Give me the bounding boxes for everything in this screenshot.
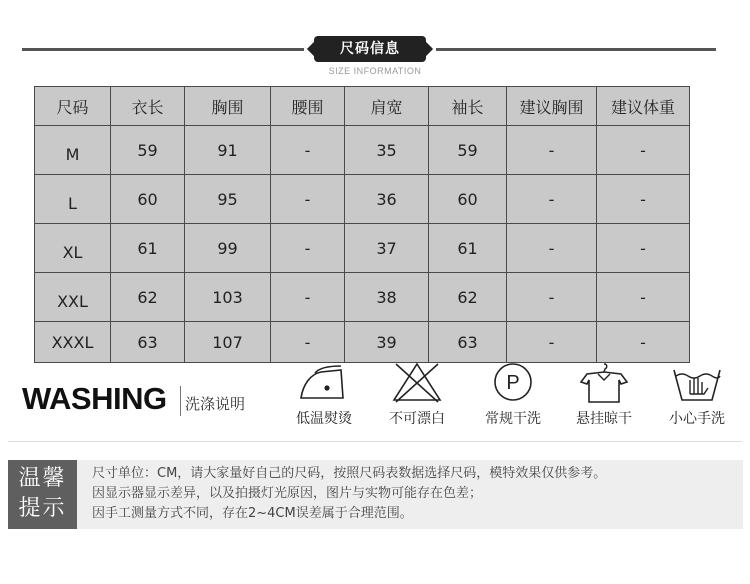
table-row xyxy=(35,322,690,363)
care-item-dry-clean xyxy=(473,360,553,428)
table-cell: 103 xyxy=(185,273,271,322)
table-cell: - xyxy=(507,273,597,322)
table-cell: 39 xyxy=(345,322,429,363)
tips-line: 尺寸单位：CM，请大家量好自己的尺码，按照尺码表数据选择尺码，模特效果仅供参考。 xyxy=(92,466,607,481)
washing-subtitle: 洗涤说明 xyxy=(185,395,246,413)
iron-low-temp-icon xyxy=(297,360,351,404)
care-item-hang-dry xyxy=(564,360,644,428)
table-cell: - xyxy=(271,273,345,322)
no-bleach-icon xyxy=(390,360,444,404)
table-cell: - xyxy=(597,322,690,363)
tips-line: 因手工测量方式不同，存在2~4CM误差属于合理范围。 xyxy=(92,506,413,521)
table-cell: - xyxy=(507,224,597,273)
table-cell: - xyxy=(271,175,345,224)
table-cell: - xyxy=(597,273,690,322)
tips-line: 因显示器显示差异，以及拍摄灯光原因，图片与实物可能存在色差； xyxy=(92,486,483,501)
table-cell: - xyxy=(597,175,690,224)
table-row xyxy=(35,175,690,224)
tips-label-line: 温馨 xyxy=(18,466,67,491)
hang-dry-icon xyxy=(577,360,631,404)
care-label: 低温熨烫 xyxy=(296,411,352,427)
table-cell: - xyxy=(271,322,345,363)
washing-title: WASHING xyxy=(22,381,167,416)
hand-wash-icon xyxy=(670,360,724,404)
table-cell: 36 xyxy=(345,175,429,224)
column-header: 胸围 xyxy=(185,87,271,126)
header-left-rule xyxy=(22,48,304,51)
size-cell: M xyxy=(35,126,111,175)
size-table xyxy=(34,86,690,363)
table-header-row xyxy=(35,87,690,126)
size-cell: XXL xyxy=(35,273,111,322)
table-cell: 60 xyxy=(111,175,185,224)
column-header: 建议胸围 xyxy=(507,87,597,126)
section-subtitle: SIZE INFORMATION xyxy=(328,66,422,76)
care-label: 小心手洗 xyxy=(669,411,725,427)
table-cell: 37 xyxy=(345,224,429,273)
tips-text xyxy=(92,464,606,524)
header-right-rule xyxy=(436,48,716,51)
table-cell: 59 xyxy=(111,126,185,175)
tips-panel xyxy=(8,460,743,529)
care-item-no-bleach xyxy=(377,360,457,428)
table-cell: 61 xyxy=(111,224,185,273)
table-cell: 62 xyxy=(111,273,185,322)
tips-label xyxy=(8,460,77,529)
table-cell: 60 xyxy=(429,175,507,224)
size-cell: XXXL xyxy=(35,322,111,363)
section-divider xyxy=(8,441,742,442)
table-cell: 91 xyxy=(185,126,271,175)
table-cell: - xyxy=(271,224,345,273)
table-cell: - xyxy=(507,175,597,224)
column-header: 肩宽 xyxy=(345,87,429,126)
table-cell: - xyxy=(507,126,597,175)
care-label: 悬挂晾干 xyxy=(576,411,632,427)
tips-label-line: 提示 xyxy=(18,496,67,521)
column-header: 建议体重 xyxy=(597,87,690,126)
table-cell: 61 xyxy=(429,224,507,273)
column-header: 衣长 xyxy=(111,87,185,126)
table-cell: - xyxy=(507,322,597,363)
table-cell: - xyxy=(271,126,345,175)
column-header: 尺码 xyxy=(35,87,111,126)
care-item-iron xyxy=(284,360,364,428)
section-title-badge: 尺码信息 xyxy=(314,36,426,62)
table-cell: 62 xyxy=(429,273,507,322)
table-cell: - xyxy=(597,126,690,175)
care-label: 不可漂白 xyxy=(389,411,445,427)
washing-separator xyxy=(180,386,181,416)
table-cell: 35 xyxy=(345,126,429,175)
size-cell: L xyxy=(35,175,111,224)
care-item-hand-wash xyxy=(657,360,737,428)
dry-clean-p-icon xyxy=(486,360,540,404)
column-header: 袖长 xyxy=(429,87,507,126)
table-row xyxy=(35,273,690,322)
table-cell: 38 xyxy=(345,273,429,322)
table-cell: 95 xyxy=(185,175,271,224)
table-cell: 59 xyxy=(429,126,507,175)
column-header: 腰围 xyxy=(271,87,345,126)
table-cell: 107 xyxy=(185,322,271,363)
table-cell: 63 xyxy=(429,322,507,363)
size-cell: XL xyxy=(35,224,111,273)
table-row xyxy=(35,126,690,175)
svg-text:P: P xyxy=(506,372,520,394)
table-cell: 99 xyxy=(185,224,271,273)
table-cell: - xyxy=(597,224,690,273)
table-cell: 63 xyxy=(111,322,185,363)
table-row xyxy=(35,224,690,273)
care-label: 常规干洗 xyxy=(485,411,541,427)
